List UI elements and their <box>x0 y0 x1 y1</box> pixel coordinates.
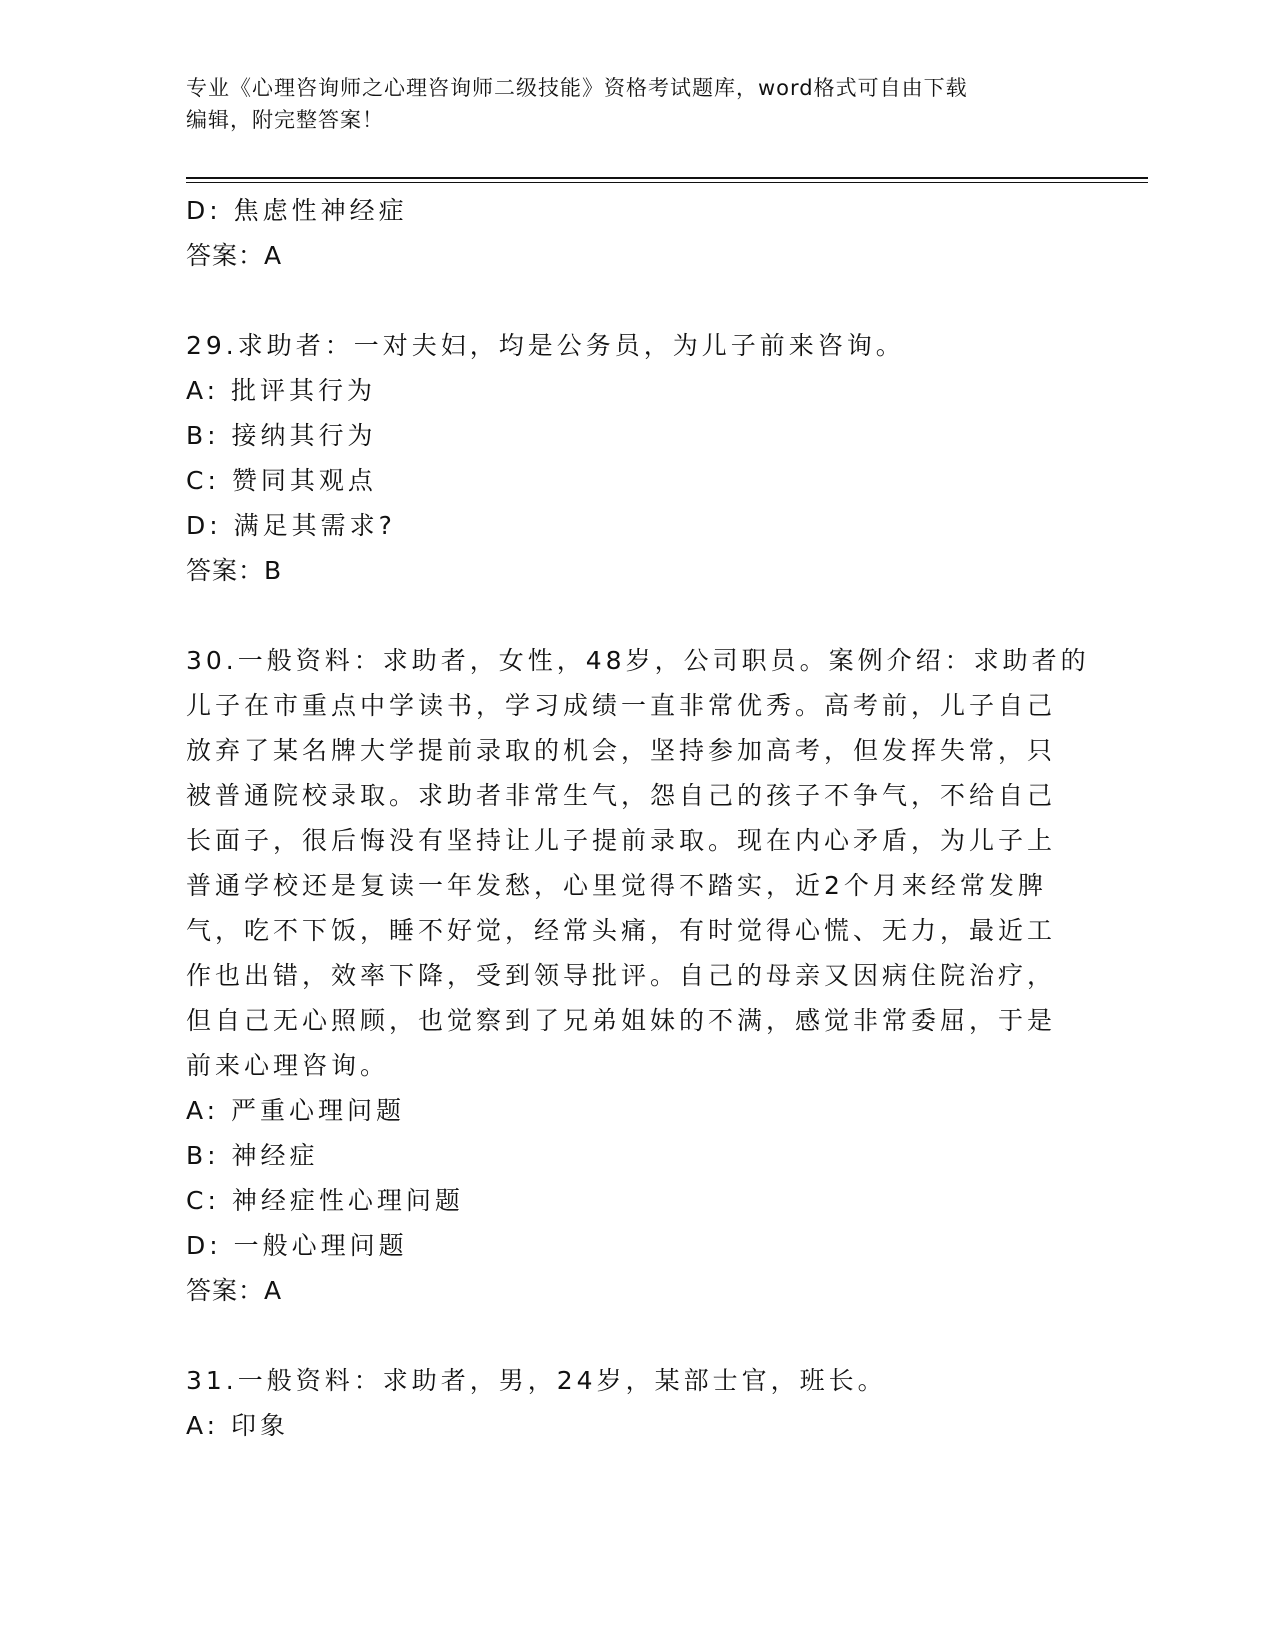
option-d: D: 一般心理问题 <box>186 1231 408 1260</box>
question-stem: 29.求助者：一对夫妇，均是公务员，为儿子前来咨询。 <box>186 331 905 360</box>
option-c: C: 神经症性心理问题 <box>186 1186 464 1215</box>
question-stem-line: 儿子在市重点中学读书，学习成绩一直非常优秀。高考前，儿子自己 <box>186 691 1057 720</box>
question-stem-line: 前来心理咨询。 <box>186 1051 390 1080</box>
answer: 答案：A <box>186 1276 283 1305</box>
question-stem-line: 30.一般资料：求助者，女性，48岁，公司职员。案例介绍：求助者的 <box>186 646 1090 675</box>
question-stem-line: 长面子，很后悔没有坚持让儿子提前录取。现在内心矛盾，为儿子上 <box>186 826 1057 855</box>
question-stem-line: 气，吃不下饭，睡不好觉，经常头痛，有时觉得心慌、无力，最近工 <box>186 916 1057 945</box>
header-divider-thick <box>186 177 1148 179</box>
question-stem-line: 被普通院校录取。求助者非常生气，怨自己的孩子不争气，不给自己 <box>186 781 1057 810</box>
question-stem: 31.一般资料：求助者，男，24岁，某部士官，班长。 <box>186 1366 887 1395</box>
question-stem-line: 普通学校还是复读一年发愁，心里觉得不踏实，近2个月来经常发脾 <box>186 871 1047 900</box>
option-b: B: 接纳其行为 <box>186 421 377 450</box>
question-29 <box>186 323 1086 593</box>
option-a: A: 批评其行为 <box>186 376 377 405</box>
question-31 <box>186 1358 1086 1448</box>
header-divider-thin <box>186 182 1148 183</box>
option-d: D: 满足其需求? <box>186 511 396 540</box>
answer: 答案：A <box>186 241 283 270</box>
question-stem-line: 放弃了某名牌大学提前录取的机会，坚持参加高考，但发挥失常，只 <box>186 736 1057 765</box>
question-stem-line: 作也出错，效率下降，受到领导批评。自己的母亲又因病住院治疗， <box>186 961 1057 990</box>
header-line-1: 专业《心理咨询师之心理咨询师二级技能》资格考试题库，word格式可自由下载 <box>186 76 968 100</box>
question-stem-line: 但自己无心照顾，也觉察到了兄弟姐妹的不满，感觉非常委屈，于是 <box>186 1006 1057 1035</box>
option-a: A: 严重心理问题 <box>186 1096 406 1125</box>
option-c: C: 赞同其观点 <box>186 466 377 495</box>
question-list <box>186 188 1090 1448</box>
header-line-2: 编辑，附完整答案！ <box>186 108 384 132</box>
option-a: A: 印象 <box>186 1411 290 1440</box>
option-b: B: 神经症 <box>186 1141 319 1170</box>
option-d: D: 焦虑性神经症 <box>186 196 408 225</box>
document-header <box>186 72 1066 136</box>
question-30 <box>186 638 1090 1313</box>
answer: 答案：B <box>186 556 283 585</box>
